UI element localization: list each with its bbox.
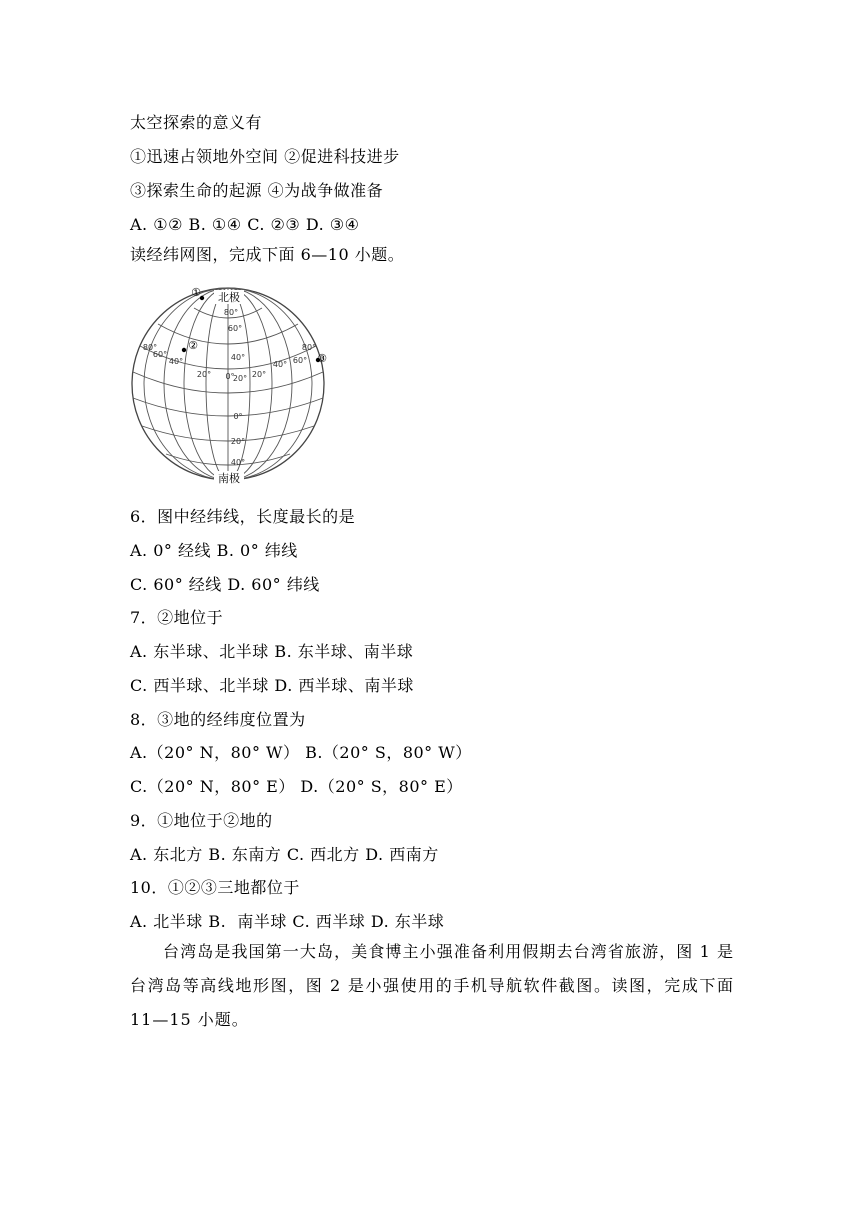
- paragraph-text: 台湾岛是我国第一大岛，美食博主小强准备利用假期去台湾省旅游，图 1 是台湾岛等高线地形图，图 2 是小强使用的手机导航软件截图。读图，完成下面 11—15 小题。: [130, 942, 734, 1029]
- text-line: 读经纬网图，完成下面 6—10 小题。: [130, 245, 405, 264]
- intro-paragraph: [130, 935, 734, 1037]
- option-line: C. 60° 经线 D. 60° 纬线: [130, 575, 320, 594]
- lat-label: 0°: [233, 412, 243, 421]
- question-line: 9．①地位于②地的: [130, 811, 273, 830]
- lon-label: 80°: [142, 343, 158, 352]
- option-line: A.（20° N，80° W） B.（20° S，80° W）: [130, 743, 472, 762]
- question-line: 6．图中经纬线，长度最长的是: [130, 507, 356, 526]
- lon-label: 40°: [168, 357, 184, 366]
- location-markers: [182, 286, 327, 365]
- option-line: A. 0° 经线 B. 0° 纬线: [130, 541, 298, 560]
- south-pole-label: 南极: [218, 472, 240, 485]
- lon-label: 0°: [225, 372, 235, 381]
- question-line: 8．③地的经纬度位置为: [130, 710, 306, 729]
- text-line: A. ①② B. ①④ C. ②③ D. ③④: [130, 215, 360, 234]
- text-line: ①迅速占领地外空间 ②促进科技进步: [130, 147, 400, 166]
- question-line: 7．②地位于: [130, 608, 224, 627]
- option-line: A. 东北方 B. 东南方 C. 西北方 D. 西南方: [130, 845, 439, 864]
- text-line: ③探索生命的起源 ④为战争做准备: [130, 181, 384, 200]
- point-3-label: ③: [317, 352, 327, 365]
- lon-label: 20°: [196, 370, 212, 379]
- lon-label: 60°: [292, 356, 308, 365]
- option-line: C. 西半球、北半球 D. 西半球、南半球: [130, 676, 414, 695]
- point-2-label: ②: [188, 339, 198, 352]
- north-pole-label: 北极: [218, 291, 240, 304]
- option-line: A. 北半球 B. 南半球 C. 西半球 D. 东半球: [130, 912, 445, 931]
- lat-label: 60°: [227, 324, 243, 333]
- lat-label: 80°: [223, 308, 239, 317]
- lon-label: 40°: [272, 360, 288, 369]
- lon-label: 60°: [152, 350, 168, 359]
- lat-label: 20°: [232, 374, 248, 383]
- question-line: 10．①②③三地都位于: [130, 878, 300, 897]
- lat-label: 20°: [230, 437, 246, 446]
- point-2-dot: [182, 348, 186, 352]
- text-line: 太空探索的意义有: [130, 113, 263, 132]
- lat-label: 40°: [230, 458, 246, 467]
- lat-label: 40°: [230, 353, 246, 362]
- option-line: A. 东半球、北半球 B. 东半球、南半球: [130, 642, 414, 661]
- lon-label: 20°: [251, 370, 267, 379]
- graticule-globe-figure: [128, 284, 328, 488]
- lon-label: 80°: [301, 343, 317, 352]
- point-1-label: ①: [191, 286, 201, 299]
- option-line: C.（20° N，80° E） D.（20° S，80° E）: [130, 777, 463, 796]
